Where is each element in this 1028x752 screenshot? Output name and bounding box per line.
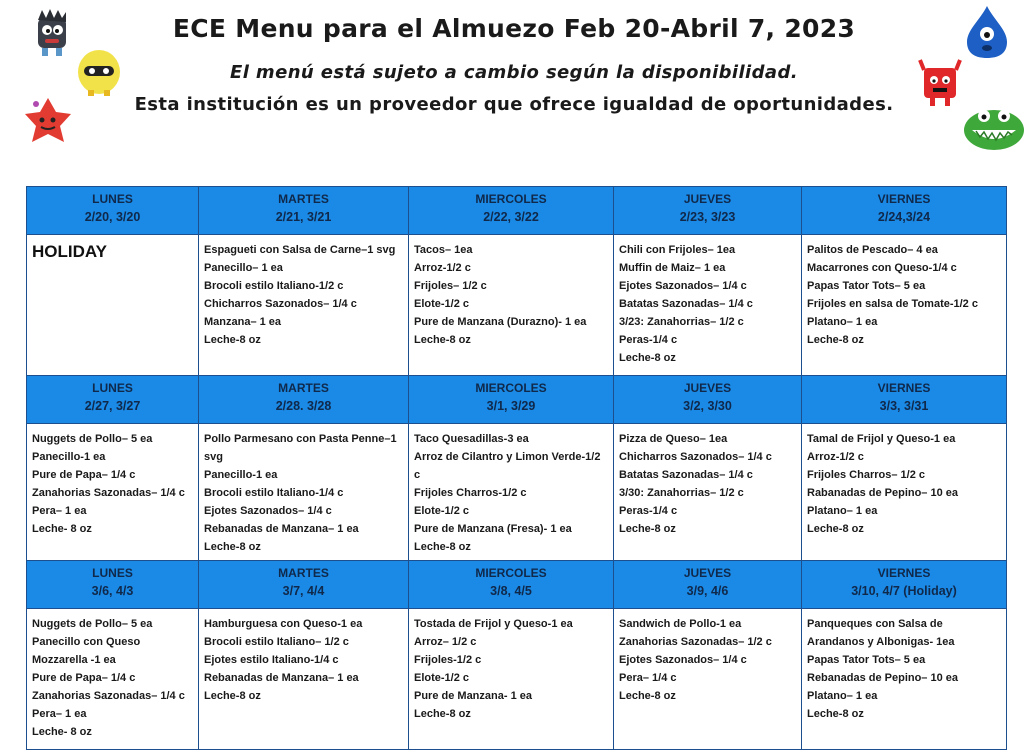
day-header — [802, 376, 1007, 424]
week-2-header-row — [27, 376, 1007, 424]
menu-item: Pure de Manzana (Fresa)- 1 ea — [414, 523, 572, 535]
menu-item: Leche-8 oz — [807, 708, 864, 720]
day-dates: 3/8, 4/5 — [490, 584, 532, 598]
menu-item: Frijoles Charros– 1/2 c — [807, 469, 925, 481]
day-dates: 2/24,3/24 — [877, 210, 931, 224]
meal-cell — [27, 609, 199, 750]
menu-item: Pollo Parmesano con Pasta Penne–1 svg — [204, 433, 397, 463]
menu-item: Ejotes Sazonados– 1/4 c — [204, 505, 332, 517]
menu-item: Zanahorias Sazonadas– 1/4 c — [32, 690, 185, 702]
day-header — [614, 561, 802, 609]
menu-item: Leche- 8 oz — [32, 523, 92, 535]
week-2-meal-row — [27, 424, 1007, 561]
week-3-meal-row — [27, 609, 1007, 750]
menu-item: Pera– 1 ea — [32, 505, 87, 517]
menu-item: Arroz de Cilantro y Limon Verde-1/2 c — [414, 451, 601, 481]
menu-item: Muffin de Maiz– 1 ea — [619, 262, 726, 274]
day-dates: 2/28. 3/28 — [275, 399, 332, 413]
meal-cell — [802, 235, 1007, 376]
day-header — [199, 187, 409, 235]
day-name: MARTES — [278, 381, 329, 395]
day-header — [199, 561, 409, 609]
menu-item: Pera– 1/4 c — [619, 672, 677, 684]
menu-item: Chicharros Sazonados– 1/4 c — [204, 298, 357, 310]
meal-cell — [27, 424, 199, 561]
menu-item: Brocoli estilo Italiano-1/2 c — [204, 280, 344, 292]
menu-item: Macarrones con Queso-1/4 c — [807, 262, 957, 274]
day-name: JUEVES — [683, 192, 732, 206]
day-dates: 2/27, 3/27 — [84, 399, 141, 413]
menu-item: Leche-8 oz — [414, 334, 471, 346]
menu-item: Brocoli estilo Italiano-1/4 c — [204, 487, 344, 499]
day-dates: 2/21, 3/21 — [275, 210, 332, 224]
menu-item: 3/30: Zanahorrias– 1/2 c — [619, 487, 744, 499]
menu-item: Arroz-1/2 c — [807, 451, 864, 463]
menu-table — [26, 186, 1007, 750]
menu-item: Leche-8 oz — [204, 690, 261, 702]
menu-item: Zanahorias Sazonadas– 1/4 c — [32, 487, 185, 499]
menu-item: Arroz-1/2 c — [414, 262, 471, 274]
menu-item: Leche-8 oz — [204, 334, 261, 346]
menu-item: Platano– 1 ea — [807, 316, 878, 328]
page-title: ECE Menu para el Almuezo Feb 20-Abril 7, 2023 — [172, 14, 856, 43]
menu-item: Leche-8 oz — [414, 541, 471, 553]
menu-item: Leche- 8 oz — [32, 726, 92, 738]
day-name: MIERCOLES — [475, 192, 547, 206]
day-dates: 2/20, 3/20 — [84, 210, 141, 224]
menu-header — [0, 0, 1028, 180]
menu-item: Ejotes estilo Italiano-1/4 c — [204, 654, 339, 666]
meal-cell — [614, 235, 802, 376]
meal-cell — [409, 424, 614, 561]
day-header — [802, 561, 1007, 609]
menu-item: 3/23: Zanahorrias– 1/2 c — [619, 316, 744, 328]
menu-item: Leche-8 oz — [807, 523, 864, 535]
menu-item: Leche-8 oz — [807, 334, 864, 346]
day-name: MARTES — [278, 566, 329, 580]
day-header — [409, 376, 614, 424]
menu-item: Pure de Papa– 1/4 c — [32, 469, 136, 481]
menu-item: Panecillo-1 ea — [204, 469, 278, 481]
day-dates: 3/1, 3/29 — [486, 399, 536, 413]
day-name: VIERNES — [877, 381, 931, 395]
menu-item: Panqueques con Salsa de Arandanos y Albonigas- 1ea — [807, 618, 955, 648]
day-header — [27, 561, 199, 609]
menu-item: Ejotes Sazonados– 1/4 c — [619, 280, 747, 292]
menu-item: Rebanadas de Manzana– 1 ea — [204, 672, 359, 684]
day-dates: 2/22, 3/22 — [483, 210, 539, 224]
day-name: MIERCOLES — [475, 381, 547, 395]
menu-item: Peras-1/4 c — [619, 334, 678, 346]
menu-item: Panecillo con Queso Mozzarella -1 ea — [32, 636, 141, 666]
menu-item: Tostada de Frijol y Queso-1 ea — [414, 618, 573, 630]
menu-item: Frijoles– 1/2 c — [414, 280, 487, 292]
day-name: LUNES — [92, 566, 133, 580]
menu-item: Arroz– 1/2 c — [414, 636, 477, 648]
day-header — [27, 376, 199, 424]
menu-item: Papas Tator Tots– 5 ea — [807, 654, 926, 666]
availability-note: El menú está sujeto a cambio según la disponibilidad. — [230, 62, 798, 83]
menu-item: Tacos– 1ea — [414, 244, 473, 256]
menu-item: Batatas Sazonadas– 1/4 c — [619, 469, 753, 481]
meal-cell — [27, 235, 199, 376]
meal-cell — [199, 424, 409, 561]
week-1-meal-row — [27, 235, 1007, 376]
day-name: VIERNES — [877, 192, 931, 206]
menu-item: Chicharros Sazonados– 1/4 c — [619, 451, 772, 463]
menu-item: Frijoles-1/2 c — [414, 654, 482, 666]
meal-cell — [199, 235, 409, 376]
menu-item: Zanahorias Sazonadas– 1/2 c — [619, 636, 772, 648]
menu-item: Panecillo– 1 ea — [204, 262, 283, 274]
menu-item: Hamburguesa con Queso-1 ea — [204, 618, 363, 630]
menu-item: Rebanadas de Pepino– 10 ea — [807, 672, 959, 684]
day-name: MARTES — [278, 192, 329, 206]
day-dates: 3/10, 4/7 (Holiday) — [851, 584, 957, 598]
menu-item: Platano– 1 ea — [807, 690, 878, 702]
menu-item: Tamal de Frijol y Queso-1 ea — [807, 433, 956, 445]
day-header — [199, 376, 409, 424]
day-name: LUNES — [92, 381, 133, 395]
menu-item: Rebanadas de Manzana– 1 ea — [204, 523, 359, 535]
menu-item: Pure de Manzana- 1 ea — [414, 690, 532, 702]
menu-item: Peras-1/4 c — [619, 505, 678, 517]
holiday-label: HOLIDAY — [32, 242, 107, 261]
menu-item: Palitos de Pescado– 4 ea — [807, 244, 938, 256]
menu-item: Chili con Frijoles– 1ea — [619, 244, 736, 256]
meal-cell — [614, 609, 802, 750]
menu-item: Leche-8 oz — [619, 690, 676, 702]
menu-item: Elote-1/2 c — [414, 298, 470, 310]
menu-item: Pizza de Queso– 1ea — [619, 433, 728, 445]
day-dates: 2/23, 3/23 — [679, 210, 736, 224]
meal-cell — [409, 235, 614, 376]
menu-item: Pure de Manzana (Durazno)- 1 ea — [414, 316, 587, 328]
day-name: VIERNES — [877, 566, 931, 580]
menu-item: Leche-8 oz — [204, 541, 261, 553]
week-1-header-row — [27, 187, 1007, 235]
menu-item: Leche-8 oz — [619, 523, 676, 535]
day-header — [409, 187, 614, 235]
menu-item: Batatas Sazonadas– 1/4 c — [619, 298, 753, 310]
meal-cell — [614, 424, 802, 561]
menu-item: Leche-8 oz — [619, 352, 676, 364]
week-3-header-row — [27, 561, 1007, 609]
menu-item: Panecillo-1 ea — [32, 451, 106, 463]
day-header — [802, 187, 1007, 235]
menu-item: Pure de Papa– 1/4 c — [32, 672, 136, 684]
day-dates: 3/7, 4/4 — [282, 584, 325, 598]
menu-item: Ejotes Sazonados– 1/4 c — [619, 654, 747, 666]
meal-cell — [199, 609, 409, 750]
day-name: LUNES — [92, 192, 133, 206]
day-header — [409, 561, 614, 609]
menu-item: Taco Quesadillas-3 ea — [414, 433, 529, 445]
day-dates: 3/2, 3/30 — [683, 399, 732, 413]
menu-item: Sandwich de Pollo-1 ea — [619, 618, 742, 630]
menu-item: Manzana– 1 ea — [204, 316, 282, 328]
day-name: JUEVES — [683, 381, 732, 395]
menu-item: Papas Tator Tots– 5 ea — [807, 280, 926, 292]
day-name: MIERCOLES — [475, 566, 547, 580]
menu-item: Frijoles Charros-1/2 c — [414, 487, 527, 499]
menu-item: Leche-8 oz — [414, 708, 471, 720]
menu-item: Pera– 1 ea — [32, 708, 87, 720]
day-dates: 3/3, 3/31 — [879, 399, 929, 413]
menu-item: Frijoles en salsa de Tomate-1/2 c — [807, 298, 978, 310]
menu-item: Elote-1/2 c — [414, 672, 470, 684]
day-header — [27, 187, 199, 235]
menu-item: Rabanadas de Pepino– 10 ea — [807, 487, 959, 499]
meal-cell — [409, 609, 614, 750]
menu-item: Brocoli estilo Italiano– 1/2 c — [204, 636, 349, 648]
menu-item: Platano– 1 ea — [807, 505, 878, 517]
day-dates: 3/9, 4/6 — [686, 584, 729, 598]
menu-item: Espagueti con Salsa de Carne–1 svg — [204, 244, 396, 256]
day-name: JUEVES — [683, 566, 732, 580]
day-header — [614, 187, 802, 235]
meal-cell — [802, 609, 1007, 750]
menu-item: Elote-1/2 c — [414, 505, 470, 517]
menu-item: Nuggets de Pollo– 5 ea — [32, 618, 153, 630]
day-dates: 3/6, 4/3 — [91, 584, 134, 598]
menu-item: Nuggets de Pollo– 5 ea — [32, 433, 153, 445]
equal-opportunity-note: Esta institución es un proveedor que ofrece igualdad de oportunidades. — [134, 94, 894, 115]
meal-cell — [802, 424, 1007, 561]
day-header — [614, 376, 802, 424]
